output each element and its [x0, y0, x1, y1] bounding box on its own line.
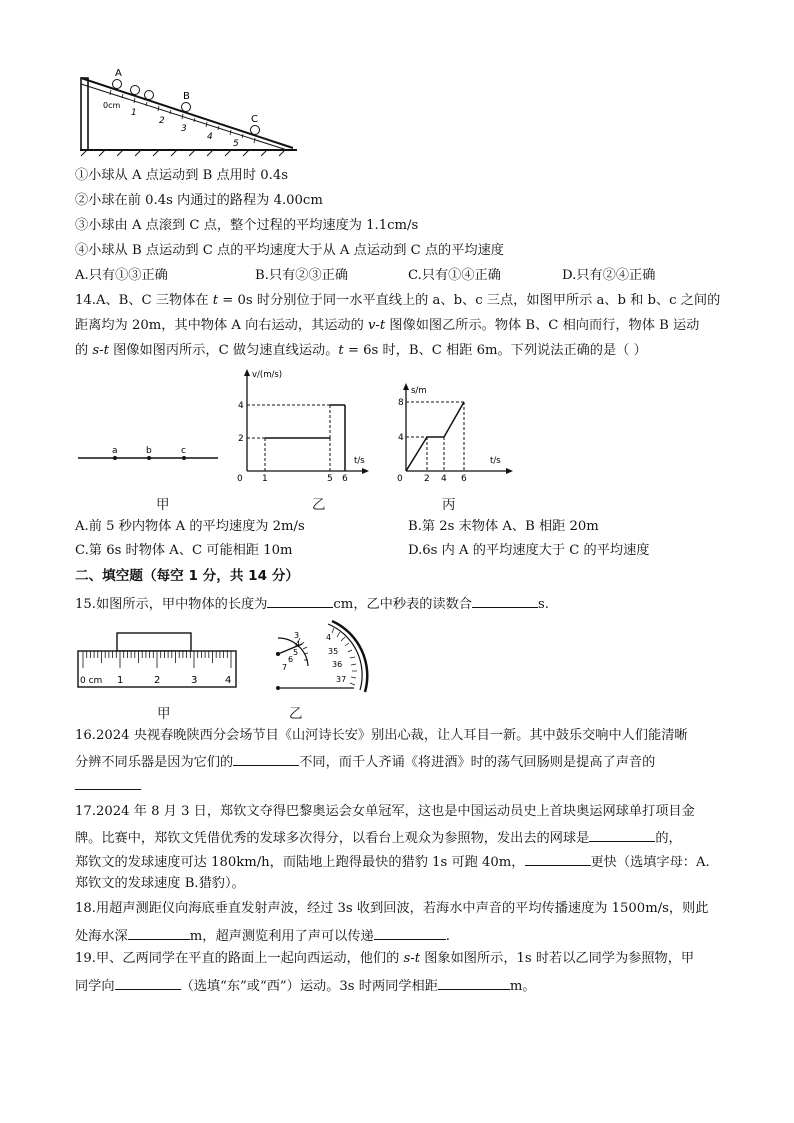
q13-option-c[interactable]: C.只有①④正确 — [408, 268, 501, 283]
yi-xtick-5: 5 — [327, 474, 333, 484]
stopwatch-caption: 乙 — [289, 706, 303, 722]
q18-line-2: 处海水深 m，超声测览利用了声可以传递 . — [75, 925, 450, 946]
q19-line-1: 19.甲、乙两同学在平直的路面上一起向西运动，他们的 s-t 图象如图所示，1s 时若以乙同学为参照物，甲 — [75, 951, 695, 966]
point-b-label: B — [183, 91, 190, 102]
bing-ytick-8: 8 — [398, 398, 404, 408]
yi-ytick-2: 2 — [238, 434, 244, 444]
outer-dial-37: 37 — [336, 675, 347, 684]
bing-xtick-4: 4 — [441, 474, 447, 484]
q16-line-1: 16.2024 央视春晚陕西分会场节目《山河诗长安》别出心裁，让人耳目一新。其中鼓乐交响中人们能清晰 — [75, 728, 688, 743]
section-title: 二、填空题（每空 1 分，共 14 分） — [75, 568, 300, 584]
q17-line-2: 牌。比赛中，郑钦文凭借优秀的发球多次得分，以看台上观众为参照物，发出去的网球是 的， — [75, 827, 682, 848]
point-a: a — [112, 446, 118, 456]
yi-ylabel: v/(m/s) — [252, 370, 283, 380]
q19-blank-1[interactable] — [115, 975, 181, 990]
bing-xtick-6: 6 — [461, 474, 467, 484]
q16-blank-1[interactable] — [233, 751, 299, 766]
yi-xtick-1: 1 — [262, 474, 268, 484]
inner-dial-4: 4 — [295, 640, 301, 649]
fig-yi-vt-graph — [232, 368, 372, 483]
inner-dial-5: 5 — [293, 648, 299, 657]
q16-line-2: 分辨不同乐器是因为它们的 不同，而千人齐诵《将进酒》时的荡气回肠则是提高了声音的 — [75, 751, 655, 772]
q13-statement-3: ③小球由 A 点滚到 C 点，整个过程的平均速度为 1.1cm/s — [75, 218, 419, 233]
fig-jia-caption: 甲 — [156, 497, 170, 513]
q14-line-3: 的 s-t 图像如图丙所示，C 做匀速直线运动。t = 6s 时，B、C 相距 6m。下列说法正确的是（ ） — [75, 343, 647, 358]
q13-option-b[interactable]: B.只有②③正确 — [255, 268, 349, 283]
q14-option-b[interactable]: B.第 2s 末物体 A、B 相距 20m — [408, 519, 599, 534]
q15-ruler-figure — [75, 630, 240, 692]
yi-ytick-4: 4 — [238, 401, 244, 411]
q13-option-d[interactable]: D.只有②④正确 — [562, 268, 656, 283]
q14-option-a[interactable]: A.前 5 秒内物体 A 的平均速度为 2m/s — [75, 519, 305, 534]
q13-statement-2: ②小球在前 0.4s 内通过的路程为 4.00cm — [75, 193, 323, 208]
q14-option-d[interactable]: D.6s 内 A 的平均速度大于 C 的平均速度 — [408, 543, 650, 558]
yi-xtick-6: 6 — [342, 474, 348, 484]
q17-blank-2[interactable] — [525, 851, 591, 866]
ruler-num-1: 1 — [117, 675, 124, 686]
q16-line-3 — [75, 775, 141, 796]
ruler-zero-label: 0cm — [103, 101, 121, 110]
ruler-num-3: 3 — [191, 675, 198, 686]
fig-jia-line — [78, 440, 223, 470]
q16-blank-2[interactable] — [75, 775, 141, 790]
inner-dial-7: 7 — [282, 663, 288, 672]
q18-blank-1[interactable] — [128, 925, 190, 940]
q14-option-c[interactable]: C.第 6s 时物体 A、C 可能相距 10m — [75, 543, 293, 558]
ruler-start-label: 0 cm — [80, 676, 103, 686]
q17-blank-1[interactable] — [589, 827, 655, 842]
outer-dial-35: 35 — [328, 647, 339, 656]
q19-line-2: 同学向 （选填“东”或“西”）运动。3s 时两同学相距 m。 — [75, 975, 536, 996]
q13-statement-1: ①小球从 A 点运动到 B 点用时 0.4s — [75, 168, 288, 183]
q19-blank-2[interactable] — [438, 975, 510, 990]
q15-stopwatch-figure — [270, 620, 370, 695]
q14-line-2: 距离均为 20m，其中物体 A 向右运动，其运动的 v-t 图像如图乙所示。物体 B、C 相向而行，物体 B 运动 — [75, 318, 700, 333]
incline-ruler-figure — [75, 68, 305, 158]
q18-blank-2[interactable] — [374, 925, 446, 940]
q13-option-a[interactable]: A.只有①③正确 — [75, 268, 168, 283]
ruler-num-5: 5 — [233, 139, 239, 149]
ruler-caption: 甲 — [157, 706, 171, 722]
q14-line-1: 14.A、B、C 三物体在 t = 0s 时分别位于同一水平直线上的 a、b、c 三点，如图甲所示 a、b 和 b、c 之间的 — [75, 293, 721, 308]
inner-dial-3: 3 — [294, 631, 300, 640]
point-c: c — [181, 446, 186, 456]
point-b: b — [146, 446, 152, 456]
q18-line-1: 18.用超声测距仪向海底垂直发射声波，经过 3s 收到回波，若海水中声音的平均传播速度为 1500m/s，则此 — [75, 901, 709, 916]
ruler-num-4: 4 — [225, 675, 232, 686]
bing-ylabel: s/m — [411, 386, 427, 396]
q15-blank-2[interactable] — [472, 593, 538, 608]
point-a-label: A — [115, 68, 122, 79]
bing-origin: 0 — [397, 474, 403, 484]
q17-line-3: 郑钦文的发球速度可达 180km/h，而陆地上跑得最快的猎豹 1s 可跑 40m， 更快（选填字母：A. — [75, 851, 710, 872]
outer-dial-36: 36 — [332, 660, 343, 669]
ruler-num-2: 2 — [154, 675, 161, 686]
q15-text: 15.如图所示，甲中物体的长度为 cm，乙中秒表的读数合 s. — [75, 593, 549, 614]
yi-xlabel: t/s — [354, 456, 365, 466]
bing-xtick-2: 2 — [424, 474, 430, 484]
ruler-num-3: 3 — [181, 124, 187, 134]
point-c-label: C — [251, 114, 258, 125]
ruler-num-1: 1 — [131, 108, 137, 118]
bing-ytick-4: 4 — [398, 433, 404, 443]
outer-dial-4: 4 — [326, 633, 332, 642]
q15-blank-1[interactable] — [267, 593, 333, 608]
bing-xlabel: t/s — [490, 456, 501, 466]
q13-statement-4: ④小球从 B 点运动到 C 点的平均速度大于从 A 点运动到 C 点的平均速度 — [75, 243, 504, 258]
fig-bing-caption: 丙 — [442, 497, 456, 513]
fig-yi-caption: 乙 — [312, 497, 326, 513]
ruler-num-2: 2 — [159, 116, 165, 126]
ruler-num-4: 4 — [207, 132, 213, 142]
yi-origin: 0 — [237, 474, 243, 484]
inner-dial-6: 6 — [288, 655, 294, 664]
q17-line-1: 17.2024 年 8 月 3 日，郑钦文夺得巴黎奥运会女单冠军，这也是中国运动员史上首块奥运网球单打项目金 — [75, 804, 695, 819]
fig-bing-st-graph — [394, 384, 514, 484]
q17-line-4: 郑钦文的发球速度 B.猎豹）。 — [75, 876, 245, 891]
